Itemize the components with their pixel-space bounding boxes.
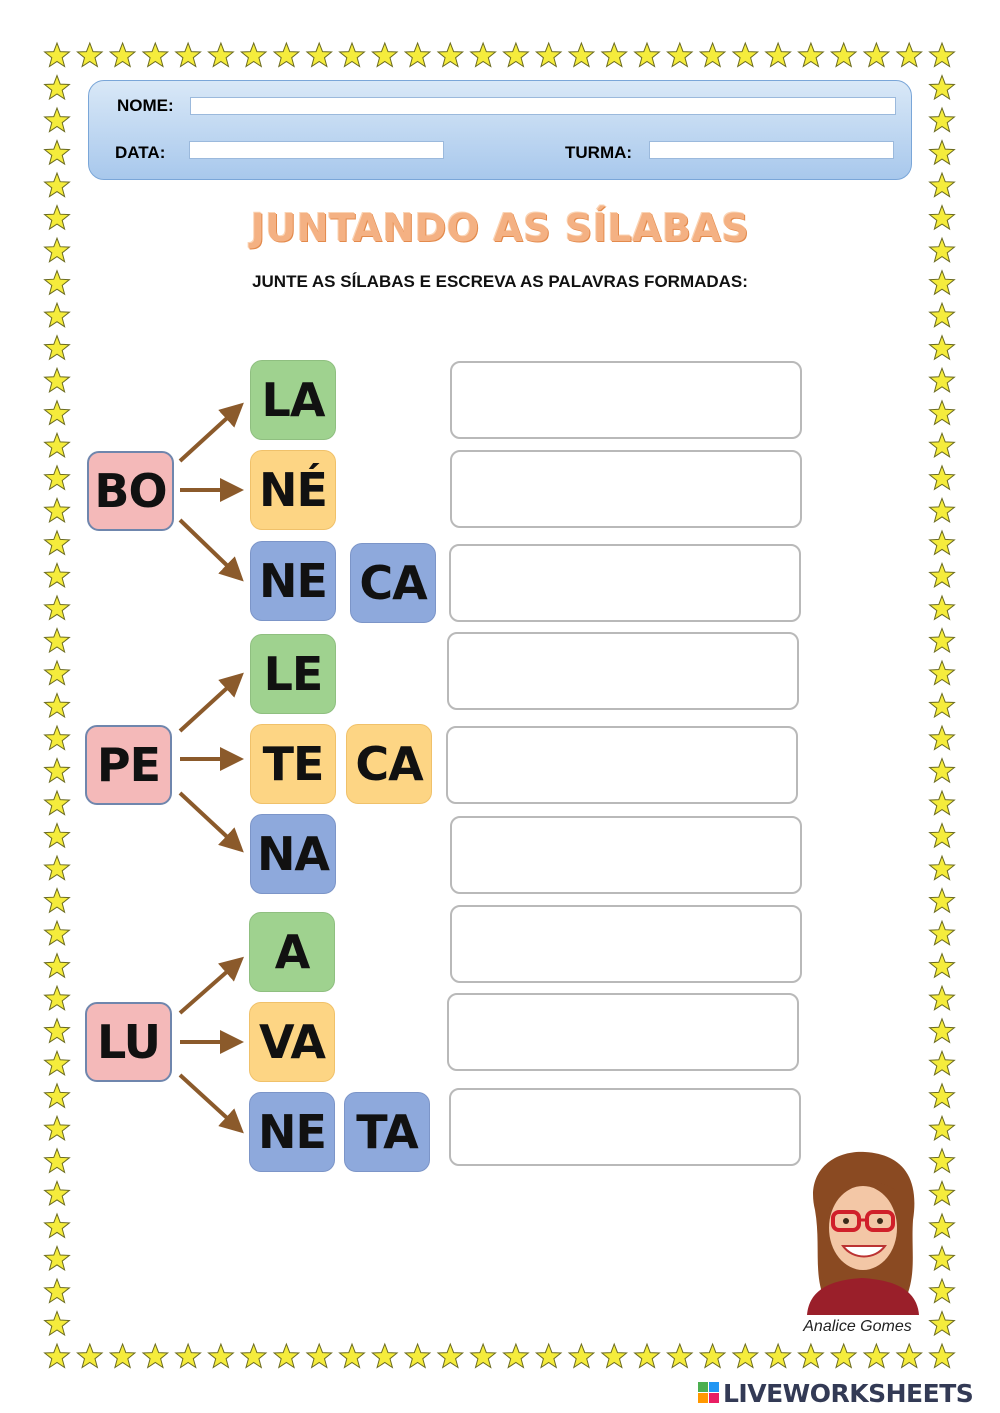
syllable-tile: NE (250, 541, 336, 621)
star-icon (897, 1344, 922, 1368)
star-icon (307, 43, 332, 67)
star-icon (45, 1344, 70, 1368)
syllable-tile: TA (344, 1092, 430, 1172)
star-icon (45, 856, 70, 880)
syllable-tile: NÉ (250, 450, 336, 530)
answer-box[interactable] (450, 361, 802, 439)
answer-box[interactable] (450, 450, 802, 528)
liveworksheets-logo-icon (698, 1382, 720, 1404)
star-icon (274, 43, 299, 67)
star-icon (930, 921, 955, 945)
star-icon (45, 368, 70, 392)
star-icon (930, 1149, 955, 1173)
name-label: NOME: (117, 96, 174, 115)
answer-box[interactable] (449, 1088, 801, 1166)
author-avatar (795, 1150, 930, 1315)
star-icon (930, 466, 955, 490)
star-icon (45, 1116, 70, 1140)
star-icon (77, 43, 102, 67)
star-icon (930, 1084, 955, 1108)
star-icon (897, 43, 922, 67)
star-icon (372, 43, 397, 67)
class-field[interactable] (649, 141, 894, 159)
star-icon (405, 43, 430, 67)
star-icon (930, 726, 955, 750)
syllable-tile: NA (250, 814, 336, 894)
star-icon (45, 1312, 70, 1336)
star-icon (471, 43, 496, 67)
star-icon (602, 1344, 627, 1368)
star-icon (45, 498, 70, 522)
star-icon (45, 466, 70, 490)
star-icon (864, 1344, 889, 1368)
star-icon (635, 1344, 660, 1368)
page-title: JUNTANDO AS SÍLABAS (250, 206, 750, 250)
star-icon (930, 498, 955, 522)
star-icon (930, 563, 955, 587)
star-icon (45, 563, 70, 587)
star-icon (667, 43, 692, 67)
star-icon (930, 1246, 955, 1270)
star-icon (45, 759, 70, 783)
star-icon (372, 1344, 397, 1368)
star-icon (930, 889, 955, 913)
star-icon (340, 43, 365, 67)
root-syllable: BO (87, 451, 174, 531)
answer-box[interactable] (450, 905, 802, 983)
star-icon (799, 1344, 824, 1368)
answer-box[interactable] (447, 993, 799, 1071)
star-icon (176, 43, 201, 67)
star-icon (930, 1181, 955, 1205)
star-icon (930, 76, 955, 100)
star-icon (504, 43, 529, 67)
star-icon (864, 43, 889, 67)
answer-box[interactable] (449, 544, 801, 622)
syllable-tile: LE (250, 634, 336, 714)
star-icon (274, 1344, 299, 1368)
star-icon (45, 336, 70, 360)
star-icon (45, 108, 70, 132)
star-icon (667, 1344, 692, 1368)
star-icon (700, 43, 725, 67)
star-icon (930, 1279, 955, 1303)
instruction-text: JUNTE AS SÍLABAS E ESCREVA AS PALAVRAS FORMADAS: (252, 272, 748, 291)
star-icon (110, 43, 135, 67)
star-icon (635, 43, 660, 67)
star-icon (569, 1344, 594, 1368)
star-icon (438, 43, 463, 67)
star-icon (831, 43, 856, 67)
star-icon (766, 43, 791, 67)
star-icon (930, 856, 955, 880)
syllable-tile: LA (250, 360, 336, 440)
star-icon (45, 1149, 70, 1173)
star-icon (45, 1051, 70, 1075)
star-icon (930, 694, 955, 718)
star-icon (209, 43, 234, 67)
star-icon (930, 433, 955, 457)
star-icon (504, 1344, 529, 1368)
star-icon (536, 43, 561, 67)
star-icon (930, 824, 955, 848)
author-name: Analice Gomes (803, 1318, 912, 1335)
star-icon (45, 661, 70, 685)
syllable-tile: CA (346, 724, 432, 804)
star-icon (45, 921, 70, 945)
star-icon (176, 1344, 201, 1368)
star-icon (930, 629, 955, 653)
answer-box[interactable] (447, 632, 799, 710)
syllable-tile: NE (249, 1092, 335, 1172)
star-icon (930, 108, 955, 132)
star-icon (930, 43, 955, 67)
star-icon (45, 43, 70, 67)
star-icon (930, 336, 955, 360)
star-icon (45, 401, 70, 425)
star-icon (45, 141, 70, 165)
star-icon (438, 1344, 463, 1368)
star-icon (930, 1214, 955, 1238)
star-icon (45, 694, 70, 718)
date-label: DATA: (115, 143, 166, 162)
star-icon (45, 726, 70, 750)
syllable-tile: TE (250, 724, 336, 804)
answer-box[interactable] (450, 816, 802, 894)
star-icon (45, 1246, 70, 1270)
star-icon (930, 596, 955, 620)
star-icon (45, 791, 70, 815)
brand-name: LIVEWORKSHEETS (723, 1378, 974, 1408)
star-icon (45, 1019, 70, 1043)
star-icon (930, 141, 955, 165)
star-icon (209, 1344, 234, 1368)
name-field[interactable] (190, 97, 896, 115)
star-icon (45, 629, 70, 653)
date-field[interactable] (189, 141, 444, 159)
star-icon (602, 43, 627, 67)
star-icon (241, 1344, 266, 1368)
syllable-tile: VA (249, 1002, 335, 1082)
star-icon (45, 433, 70, 457)
star-icon (77, 1344, 102, 1368)
brand-footer (698, 1377, 973, 1409)
star-icon (930, 954, 955, 978)
star-icon (766, 1344, 791, 1368)
star-icon (799, 43, 824, 67)
star-icon (733, 43, 758, 67)
star-icon (405, 1344, 430, 1368)
star-icon (930, 173, 955, 197)
star-icon (930, 759, 955, 783)
star-icon (45, 986, 70, 1010)
star-icon (930, 661, 955, 685)
star-icon (45, 303, 70, 327)
star-icon (340, 1344, 365, 1368)
answer-box[interactable] (446, 726, 798, 804)
star-icon (45, 596, 70, 620)
star-icon (831, 1344, 856, 1368)
star-icon (930, 1116, 955, 1140)
star-icon (471, 1344, 496, 1368)
star-icon (930, 1051, 955, 1075)
student-info-header (88, 80, 912, 180)
syllable-tile: CA (350, 543, 436, 623)
star-icon (569, 43, 594, 67)
root-syllable: PE (85, 725, 172, 805)
star-icon (45, 1214, 70, 1238)
star-icon (930, 1019, 955, 1043)
star-icon (45, 1279, 70, 1303)
star-icon (700, 1344, 725, 1368)
star-icon (45, 824, 70, 848)
star-icon (733, 1344, 758, 1368)
star-icon (930, 531, 955, 555)
root-syllable: LU (85, 1002, 172, 1082)
star-icon (45, 76, 70, 100)
star-icon (930, 401, 955, 425)
star-icon (930, 303, 955, 327)
star-icon (45, 173, 70, 197)
star-icon (930, 1344, 955, 1368)
syllable-tile: A (249, 912, 335, 992)
star-icon (45, 1084, 70, 1108)
star-icon (143, 1344, 168, 1368)
star-icon (45, 1181, 70, 1205)
star-icon (143, 43, 168, 67)
star-icon (45, 889, 70, 913)
star-icon (536, 1344, 561, 1368)
star-icon (930, 368, 955, 392)
class-label: TURMA: (565, 143, 633, 162)
star-icon (110, 1344, 135, 1368)
star-icon (307, 1344, 332, 1368)
star-icon (45, 954, 70, 978)
star-icon (930, 986, 955, 1010)
star-icon (45, 531, 70, 555)
star-icon (930, 791, 955, 815)
star-icon (241, 43, 266, 67)
